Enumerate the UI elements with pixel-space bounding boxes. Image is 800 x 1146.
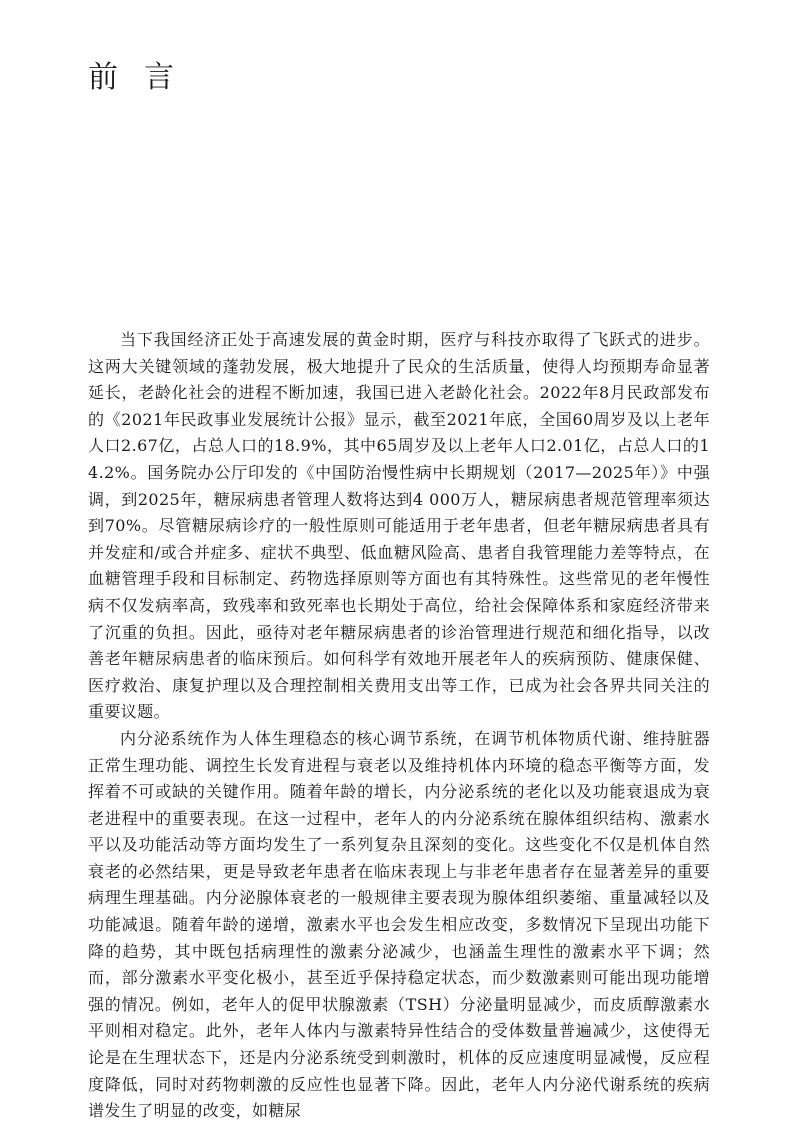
body-text bbox=[88, 327, 710, 1125]
paragraph-aging-society: 当下我国经济正处于高速发展的黄金时期，医疗与科技亦取得了飞跃式的进步。这两大关键领域的蓬勃发展，极大地提升了民众的生活质量，使得人均预期寿命显著延长，老龄化社会的进程不断加速，我国已进入老龄化社会。2022年8月民政部发布的《2021年民政事业发展统计公报》显示，截至2021年底，全国60周岁及以上老年人口2.67亿，占总人口的18.9%，其中65周岁及以上老年人口2.01亿，占总人口的14.2%。国务院办公厅印发的《中国防治慢性病中长期规划（2017—2025年）》中强调，到2025年，糖尿病患者管理人数将达到4 000万人，糖尿病患者规范管理率须达到70%。尽管糖尿病诊疗的一般性原则可能适用于老年患者，但老年糖尿病患者具有并发症和/或合并症多、症状不典型、低血糖风险高、患者自我管理能力差等特点，在血糖管理手段和目标制定、药物选择原则等方面也有其特殊性。这些常见的老年慢性病不仅发病率高，致残率和致死率也长期处于高位，给社会保障体系和家庭经济带来了沉重的负担。因此，亟待对老年糖尿病患者的诊治管理进行规范和细化指导，以改善老年糖尿病患者的临床预后。如何科学有效地开展老年人的疾病预防、健康保健、医疗救治、康复护理以及合理控制相关费用支出等工作，已成为社会各界共同关注的重要议题。 bbox=[88, 330, 710, 722]
page-title: 前言 bbox=[88, 60, 200, 95]
paragraph-endocrine-system: 内分泌系统作为人体生理稳态的核心调节系统，在调节机体物质代谢、维持脏器正常生理功能、调控生长发育进程与衰老以及维持机体内环境的稳态平衡等方面，发挥着不可或缺的关键作用。随着年龄的增长，内分泌系统的老化以及功能衰退成为衰老进程中的重要表现。在这一过程中，老年人的内分泌系统在腺体组织结构、激素水平以及功能活动等方面均发生了一系列复杂且深刻的变化。这些变化不仅是机体自然衰老的必然结果，更是导致老年患者在临床表现上与非老年患者存在显著差异的重要病理生理基础。内分泌腺体衰老的一般规律主要表现为腺体组织萎缩、重量减轻以及功能减退。随着年龄的递增，激素水平也会发生相应改变，多数情况下呈现出功能下降的趋势，其中既包括病理性的激素分泌减少，也涵盖生理性的激素水平下调；然而，部分激素水平变化极小，甚至近乎保持稳定状态，而少数激素则可能出现功能增强的情况。例如，老年人的促甲状腺激素（TSH）分泌量明显减少，而皮质醇激素水平则相对稳定。此外，老年人体内与激素特异性结合的受体数量普遍减少，这使得无论是在生理状态下，还是内分泌系统受到刺激时，机体的反应速度明显减慢，反应程度降低，同时对药物刺激的反应性也显著下降。因此，老年人内分泌代谢系统的疾病谱发生了明显的改变，如糖尿 bbox=[88, 728, 710, 1121]
